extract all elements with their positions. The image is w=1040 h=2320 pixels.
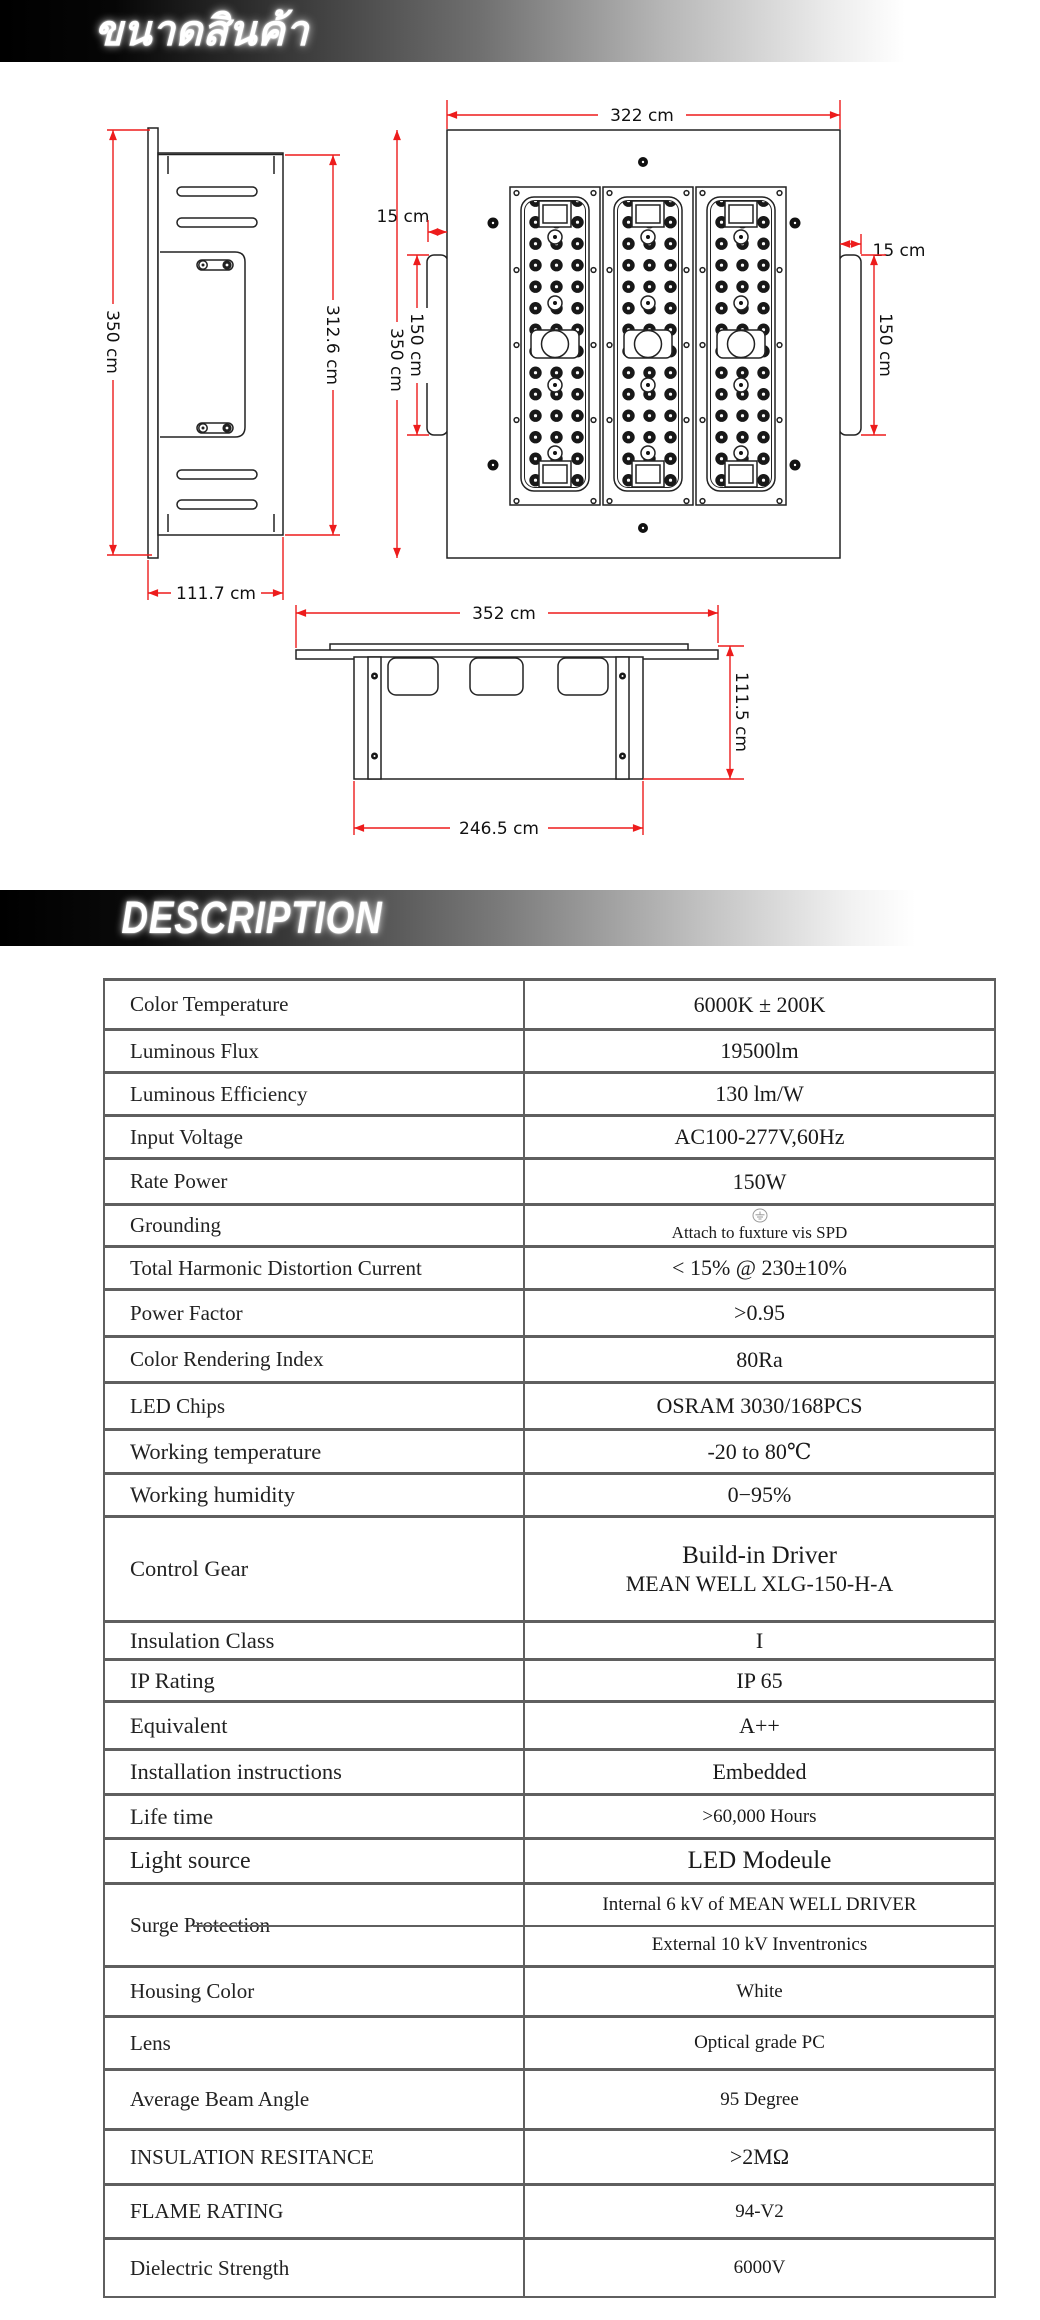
table-row xyxy=(105,1751,994,1796)
size-section-title: ขนาดสินค้า xyxy=(94,7,309,54)
spec-value: 0−95% xyxy=(523,1475,994,1515)
spec-value: 95 Degree xyxy=(523,2071,994,2128)
svg-text:246.5 cm: 246.5 cm xyxy=(459,819,539,839)
spec-value: -20 to 80℃ xyxy=(523,1431,994,1472)
dim-front-width xyxy=(598,104,686,126)
spec-label: FLAME RATING xyxy=(130,2199,284,2223)
table-row xyxy=(105,1840,994,1885)
spec-label: Color Temperature xyxy=(130,992,289,1016)
dim-side-depth xyxy=(171,582,261,604)
spec-label: Dielectric Strength xyxy=(130,2255,290,2280)
spec-label: Luminous Efficiency xyxy=(130,1081,308,1106)
table-row xyxy=(105,1623,994,1661)
spec-value: >60,000 Hours xyxy=(523,1796,994,1837)
spec-label: Surge Protection xyxy=(130,1912,271,1937)
table-row xyxy=(105,1160,994,1206)
spec-value: I xyxy=(523,1623,994,1658)
led-module-3 xyxy=(696,187,786,505)
front-view-drawing xyxy=(377,100,926,558)
dimension-drawings xyxy=(0,60,1040,860)
table-row xyxy=(105,2240,994,2296)
spec-value: Attach to fuxture vis SPD xyxy=(523,1206,994,1245)
table-row xyxy=(105,1338,994,1384)
spec-label: Insulation Class xyxy=(130,1627,275,1653)
spec-label: Control Gear xyxy=(130,1556,249,1581)
table-row xyxy=(105,1703,994,1751)
spec-label: Life time xyxy=(130,1803,214,1829)
spec-label: INSULATION RESITANCE xyxy=(130,2144,374,2169)
table-row xyxy=(105,1431,994,1475)
table-row xyxy=(105,1031,994,1074)
table-row xyxy=(105,2018,994,2071)
drawings-canvas xyxy=(0,60,1040,860)
spec-label: Rate Power xyxy=(130,1169,228,1193)
svg-text:350 cm: 350 cm xyxy=(102,310,122,374)
spec-label: Color Rendering Index xyxy=(130,1347,324,1371)
table-row xyxy=(105,2131,994,2186)
dim-body-width xyxy=(450,817,548,839)
dim-offset-right: 15 cm xyxy=(872,241,926,261)
spec-label: IP Rating xyxy=(130,1667,215,1693)
dim-front-height xyxy=(386,322,409,400)
spec-value: 6000V xyxy=(523,2240,994,2296)
spec-value: >0.95 xyxy=(523,1291,994,1335)
spec-value: 94-V2 xyxy=(523,2186,994,2237)
svg-text:352 cm: 352 cm xyxy=(472,604,536,624)
dim-side-height xyxy=(102,304,125,380)
table-row xyxy=(105,1968,994,2018)
spec-value: 130 lm/W xyxy=(523,1074,994,1114)
spec-label: Installation instructions xyxy=(130,1759,342,1784)
spec-label: LED Chips xyxy=(130,1393,226,1418)
spec-label: Total Harmonic Distortion Current xyxy=(130,1255,422,1280)
table-row xyxy=(105,1291,994,1338)
table-row xyxy=(105,1475,994,1518)
table-row xyxy=(105,1248,994,1291)
svg-text:111.7 cm: 111.7 cm xyxy=(176,584,256,604)
spec-value: Build-in Driver MEAN WELL XLG-150-H-A xyxy=(523,1518,994,1620)
spec-value: Embedded xyxy=(523,1751,994,1793)
spec-label: Working temperature xyxy=(130,1438,322,1464)
table-row xyxy=(105,1384,994,1431)
spec-label: Working humidity xyxy=(130,1482,296,1507)
side-view-drawing xyxy=(102,128,345,604)
spec-label: Housing Color xyxy=(130,1979,255,2003)
table-row xyxy=(105,1074,994,1117)
dim-module-right xyxy=(875,308,898,383)
table-row-grounding xyxy=(105,1206,994,1248)
spec-value: < 15% @ 230±10% xyxy=(523,1248,994,1288)
table-row xyxy=(105,1117,994,1160)
earth-ground-icon xyxy=(750,1208,770,1223)
spec-value: LED Modeule xyxy=(523,1840,994,1882)
table-row xyxy=(105,2071,994,2131)
svg-text:111.5 cm: 111.5 cm xyxy=(731,672,751,752)
spec-value: 80Ra xyxy=(523,1338,994,1381)
spec-value: IP 65 xyxy=(523,1661,994,1700)
led-module-1 xyxy=(510,187,600,505)
svg-text:150 cm: 150 cm xyxy=(875,313,895,377)
svg-text:312.6 cm: 312.6 cm xyxy=(322,305,342,385)
description-section-banner xyxy=(0,890,1040,946)
spec-value: AC100-277V,60Hz xyxy=(523,1117,994,1157)
table-row-surge-protection xyxy=(105,1885,994,1968)
svg-text:350 cm: 350 cm xyxy=(386,328,406,392)
spec-value: White xyxy=(523,1968,994,2015)
spec-value: Optical grade PC xyxy=(523,2018,994,2068)
dim-flange-width xyxy=(460,602,548,624)
spec-value: >2MΩ xyxy=(523,2131,994,2183)
surge-row-divider xyxy=(193,1925,994,1927)
table-row xyxy=(105,1796,994,1840)
dim-module-left xyxy=(406,308,429,383)
spec-value: 150W xyxy=(523,1160,994,1203)
recessed-view-drawing xyxy=(296,602,754,839)
table-row xyxy=(105,2186,994,2240)
dim-recess-height xyxy=(731,669,754,755)
spec-label: Luminous Flux xyxy=(130,1038,259,1063)
spec-label: Light source xyxy=(130,1847,251,1874)
spec-value: OSRAM 3030/168PCS xyxy=(523,1384,994,1428)
spec-label: Input Voltage xyxy=(130,1124,243,1149)
size-section-banner xyxy=(0,0,1040,62)
spec-label: Equivalent xyxy=(130,1712,228,1738)
led-module-2 xyxy=(603,187,693,505)
table-row xyxy=(105,1661,994,1703)
svg-text:322 cm: 322 cm xyxy=(610,106,674,126)
table-row-control-gear xyxy=(105,1518,994,1623)
spec-label: Grounding xyxy=(130,1213,221,1237)
svg-text:150 cm: 150 cm xyxy=(406,313,426,377)
spec-value: Internal 6 kV of MEAN WELL DRIVER External 10 kV Inventronics xyxy=(523,1885,994,1965)
dim-side-inner-height xyxy=(322,300,345,390)
spec-value: A++ xyxy=(523,1703,994,1748)
table-row xyxy=(105,981,994,1031)
spec-label: Lens xyxy=(130,2030,171,2055)
spec-label: Power Factor xyxy=(130,1300,243,1325)
description-section-title: DESCRIPTION xyxy=(121,892,383,943)
specification-table xyxy=(103,978,996,2298)
spec-value: 19500lm xyxy=(523,1031,994,1071)
spec-value: 6000K ± 200K xyxy=(523,981,994,1028)
dim-offset-left: 15 cm xyxy=(376,207,430,227)
spec-label: Average Beam Angle xyxy=(130,2087,310,2111)
